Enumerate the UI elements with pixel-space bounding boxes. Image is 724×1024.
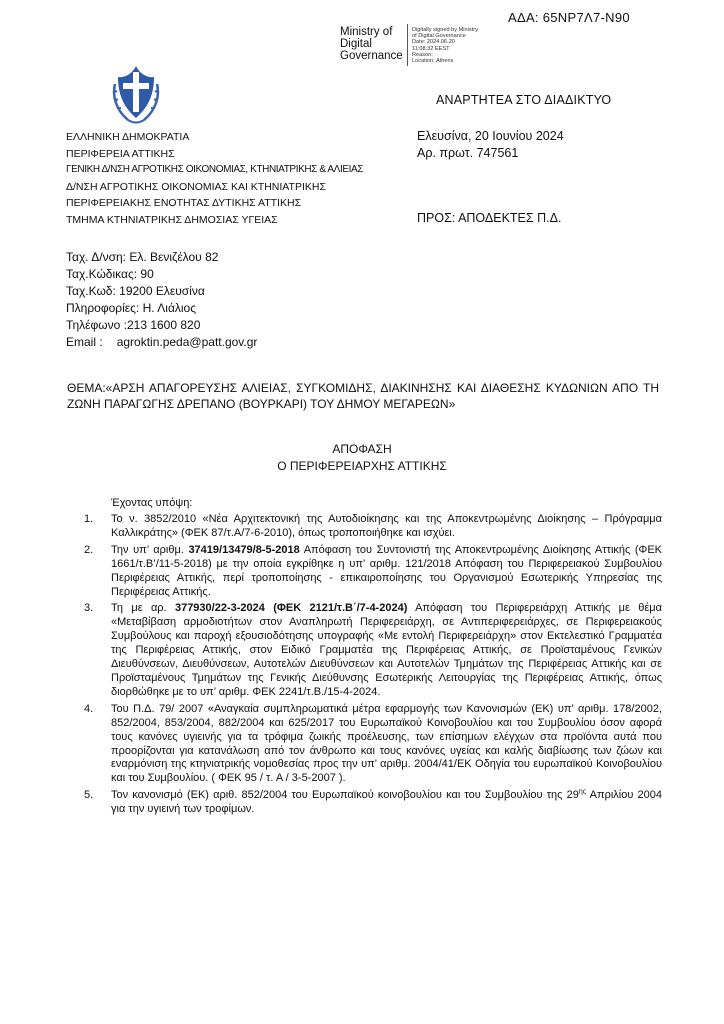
- authority-line: Δ/ΝΣΗ ΑΓΡΟΤΙΚΗΣ ΟΙΚΟΝΟΜΙΑΣ ΚΑΙ ΚΤΗΝΙΑΤΡΙΚΗΣ: [66, 180, 326, 193]
- recipients: ΠΡΟΣ: ΑΠΟΔΕΚΤΕΣ Π.Δ.: [417, 211, 562, 225]
- authority-line: ΓΕΝΙΚΗ Δ/ΝΣΗ ΑΓΡΟΤΙΚΗΣ ΟΙΚΟΝΟΜΙΑΣ, ΚΤΗΝΙΑΤΡΙΚΗΣ & ΑΛΙΕΙΑΣ: [66, 164, 364, 175]
- signature-details: Digitally signed by Ministry of Digital Governance Date: 2024.06.20 11:08:32 EEST Reason: Location: Athens: [412, 27, 478, 65]
- signature-organization: Ministry of Digital Governance: [340, 26, 403, 62]
- considerations-list: [84, 513, 662, 820]
- email-link[interactable]: agroktin.peda@patt.gov.gr: [116, 335, 258, 349]
- list-item-text: Τη με αρ. 377930/22-3-2024 (ΦΕΚ 2121/τ.Β΄/7-4-2024) Απόφαση του Περιφερειάρχη Αττικής με θέμα «Μεταβίβαση αρμοδιοτήτων στον Αναπληρωτή Περιφερειάρχη, σε Αντιπεριφερειάρχες, σε Περιφερειακούς Συμβούλους και παροχή εξουσιοδότησης υπογραφής «Με εντολή Περιφερειάρχη» στον Εκτελεστικό Γραμματέα της Περιφέρειας Αττικής, στον Ειδικό Γραμματέα της Περιφέρειας Αττικής, σε Προϊσταμένους Γενικών Διευθύνσεων, Διευθύνσεων, Αυτοτελών Διευθύνσεων και Αυτοτελών Τμημάτων της Περιφέρειας Αττικής και σε Προϊσταμένους Τμημάτων της Γενικής Διεύθυνσης Εσωτερικής Λειτουργίας της Περιφέρειας Αττικής, όπως διορθώθηκε με το υπ’ αριθμ. ΦΕΚ 2241/τ.Β./15-4-2024.: [111, 602, 662, 698]
- list-item-text: Του Π.Δ. 79/ 2007 «Αναγκαία συμπληρωματικά μέτρα εφαρμογής των Κανονισμών (ΕΚ) υπ’ αριθμ. 178/2002, 852/2004, 853/2004, 882/2004 και 625/2017 του Ευρωπαϊκού Κοινοβουλίου και του Συμβουλίου όσον αφορά τους κανόνες υγιεινής για τα τρόφιμα ζωικής προέλευσης, των επίσημων ελέγχων στα προϊόντα αυτά που προορίζονται για κατανάλωση από τον άνθρωπο και τους κανόνες υγείας και καλής διαβίωσης των ζώων και εναρμόνιση της κτηνιατρικής νομοθεσίας προς την υπ’ αριθμ. 2004/41/ΕΚ Οδηγία του ευρωπαϊκού Κοινοβουλίου και του Συμβουλίου. ( ΦΕΚ 95 / τ. Α / 3-5-2007 ).: [111, 702, 662, 785]
- greek-coat-of-arms-icon: [112, 62, 160, 126]
- document-date-protocol: [417, 128, 564, 162]
- contact-address: Ταχ. Δ/νση: Ελ. Βενιζέλου 82: [66, 250, 219, 264]
- authority-line: ΕΛΛΗΝΙΚΗ ΔΗΜΟΚΡΑΤΙΑ: [66, 131, 190, 143]
- authority-line: ΠΕΡΙΦΕΡΕΙΑ ΑΤΤΙΚΗΣ: [66, 147, 175, 160]
- list-item-number: 1.: [84, 513, 94, 525]
- list-item-text: Τον κανονισμό (ΕΚ) αριθ. 852/2004 του Ευρωπαϊκού κοινοβουλίου και του Συμβουλίου της $29^{\eta\varsigma}$ Απριλίου 2004 για την υγιεινή των τροφίμων.: [111, 788, 662, 816]
- list-item-number: 3.: [84, 602, 94, 615]
- list-item-number: 5.: [84, 789, 94, 802]
- list-item-text: Την υπ’ αριθμ. 37419/13479/8-5-2018 Απόφαση του Συντονιστή της Αποκεντρωμένης Διοίκησης Αττικής (ΦΕΚ 1661/τ.Β’/11-5-2018) με την οποία εγκρίθηκε η υπ’ αριθμ. 121/2018 Απόφαση του Περιφερειακού Συμβουλίου Περιφέρειας Αττικής, περί τροποποίησης - επικαιροποίησης του Οργανισμού Εσωτερικής Υπηρεσίας της Περιφέρειας Αττικής.: [111, 543, 662, 598]
- list-item-number: 2.: [84, 543, 94, 556]
- contact-person: Πληροφορίες: Η. Λιάλιος: [66, 301, 197, 315]
- contact-city: Ταχ.Κωδ: 19200 Ελευσίνα: [66, 284, 205, 298]
- list-item: [84, 789, 662, 817]
- list-item-number: 4.: [84, 702, 94, 715]
- contact-info: [66, 249, 257, 351]
- authority-line: ΤΜΗΜΑ ΚΤΗΝΙΑΤΡΙΚΗΣ ΔΗΜΟΣΙΑΣ ΥΓΕΙΑΣ: [66, 213, 278, 226]
- document-date: Ελευσίνα, 20 Ιουνίου 2024: [417, 129, 564, 143]
- decision-title: ΑΠΟΦΑΣΗ: [332, 442, 392, 456]
- contact-phone: Τηλέφωνο :213 1600 820: [66, 318, 201, 332]
- decision-heading: [0, 441, 724, 475]
- considerations-intro: Έχοντας υπόψη:: [111, 497, 193, 509]
- contact-postal-code: Ταχ.Κώδικας: 90: [66, 267, 154, 281]
- document-subject: ΘΕΜΑ:«ΑΡΣΗ ΑΠΑΓΟΡΕΥΣΗΣ ΑΛΙΕΙΑΣ, ΣΥΓΚΟΜΙΔΗΣ, ΔΙΑΚΙΝΗΣΗΣ ΚΑΙ ΔΙΑΘΕΣΗΣ ΚΥΔΩΝΙΩΝ ΑΠΟ ΤΗ ΖΩΝΗ ΠΑΡΑΓΩΓΗΣ ΔΡΕΠΑΝΟ (ΒΟΥΡΚΑΡΙ) ΤΟΥ ΔΗΜΟΥ ΜΕΓΑΡΕΩΝ»: [67, 381, 659, 411]
- list-item: [84, 602, 662, 699]
- list-item-text: Το ν. 3852/2010 «Νέα Αρχιτεκτονική της Αυτοδιοίκησης και της Αποκεντρωμένης Διοίκησης – Πρόγραμμα Καλλικράτης» (ΦΕΚ 87/τ.Α/7-6-2010), όπως τροποποιήθηκε και ισχύει.: [111, 513, 662, 539]
- publication-notice: ΑΝΑΡΤΗΤΕΑ ΣΤΟ ΔΙΑΔΙΚΤΥΟ: [436, 93, 612, 107]
- ada-code: ΑΔΑ: 65ΝΡ7Λ7-Ν90: [508, 10, 630, 25]
- authority-line: ΠΕΡΙΦΕΡΕΙΑΚΗΣ ΕΝΟΤΗΤΑΣ ΔΥΤΙΚΗΣ ΑΤΤΙΚΗΣ: [66, 197, 302, 209]
- signature-divider: [407, 24, 408, 66]
- contact-email: [66, 334, 257, 351]
- decision-subtitle: Ο ΠΕΡΙΦΕΡΕΙΑΡΧΗΣ ΑΤΤΙΚΗΣ: [277, 459, 447, 473]
- list-item: [84, 703, 662, 786]
- issuing-authority: [66, 129, 363, 228]
- protocol-number: Αρ. πρωτ. 747561: [417, 146, 519, 160]
- list-item: [84, 544, 662, 600]
- list-item: [84, 513, 662, 541]
- email-label: Email :: [66, 335, 103, 349]
